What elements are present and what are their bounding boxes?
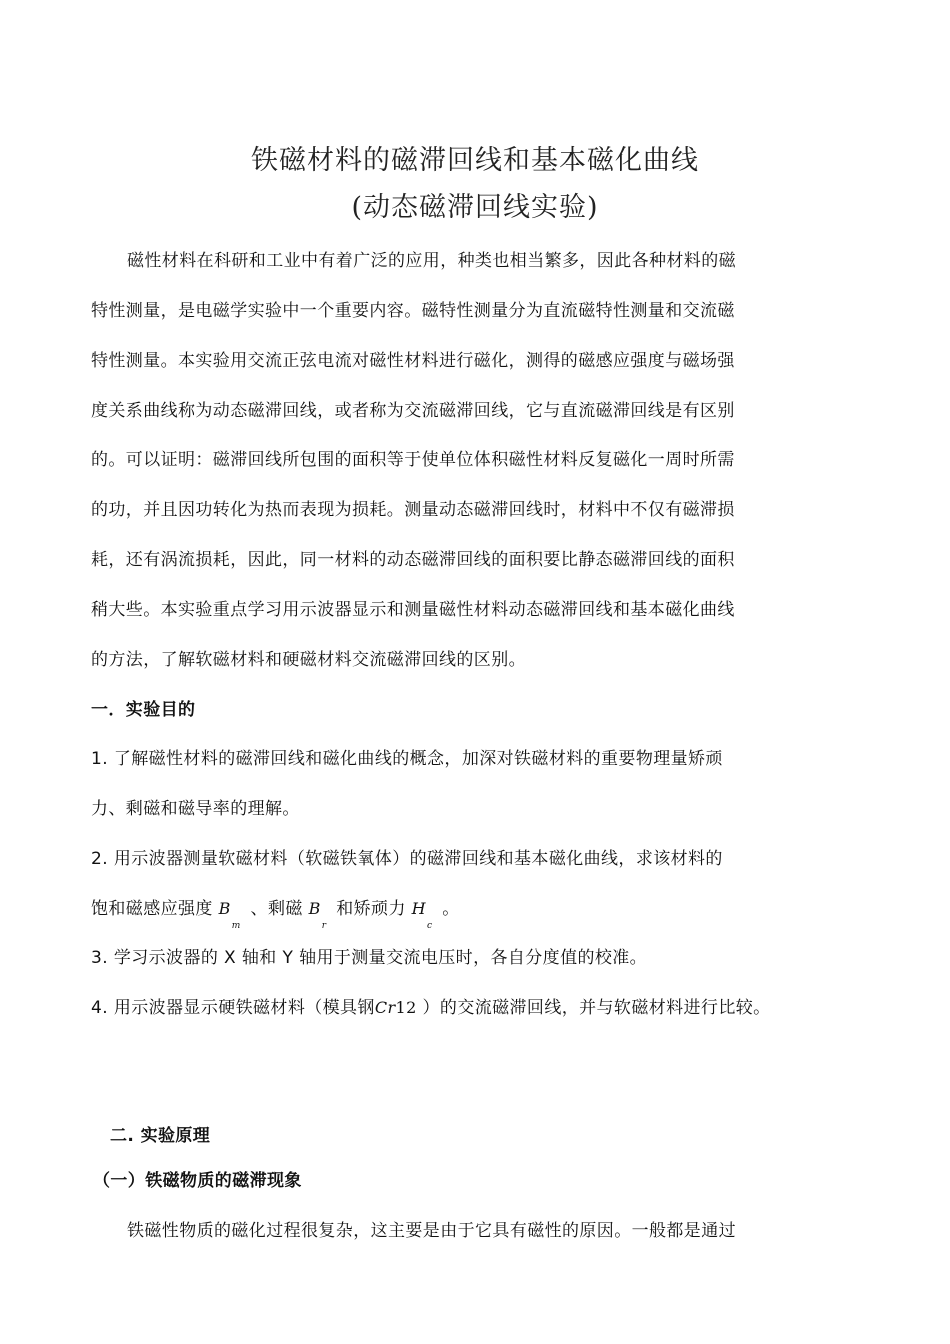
document-subtitle: (动态磁滞回线实验) <box>351 192 599 223</box>
symbol-B: B <box>218 899 231 918</box>
objective-item-2-text-d: 。 <box>442 899 460 919</box>
intro-line: 度关系曲线称为动态磁滞回线，或者称为交流磁滞回线，它与直流磁滞回线是有区别 <box>91 401 735 421</box>
subscript-r: r <box>321 921 327 931</box>
intro-line: 特性测量，是电磁学实验中一个重要内容。磁特性测量分为直流磁特性测量和交流磁 <box>91 301 735 321</box>
intro-line: 磁性材料在科研和工业中有着广泛的应用，种类也相当繁多，因此各种材料的磁 <box>127 251 736 271</box>
symbol-B: B <box>308 899 321 918</box>
symbol-H: H <box>411 899 427 918</box>
intro-line: 稍大些。本实验重点学习用示波器显示和测量磁性材料动态磁滞回线和基本磁化曲线 <box>91 600 735 620</box>
objective-item-2-text-b: 、剩磁 <box>250 899 303 919</box>
subscript-m: m <box>231 921 241 931</box>
principle-text-line: 铁磁性物质的磁化过程很复杂，这主要是由于它具有磁性的原因。一般都是通过 <box>127 1221 736 1241</box>
subscript-c: c <box>427 921 433 931</box>
objective-item-2-text-a: 饱和磁感应强度 <box>91 899 213 919</box>
intro-line: 特性测量。本实验用交流正弦电流对磁性材料进行磁化，测得的磁感应强度与磁场强 <box>91 351 735 371</box>
section-heading-principles: 二. 实验原理 <box>110 1126 211 1146</box>
number-12: 12 <box>395 998 417 1017</box>
objective-item-4-text-b: ）的交流磁滞回线，并与软磁材料进行比较。 <box>422 998 771 1018</box>
intro-line: 的方法，了解软磁材料和硬磁材料交流磁滞回线的区别。 <box>91 650 526 670</box>
objective-item-1-cont: 力、剩磁和磁导率的理解。 <box>91 799 300 819</box>
intro-line: 的功，并且因功转化为热而表现为损耗。测量动态磁滞回线时，材料中不仅有磁滞损 <box>91 500 735 520</box>
objective-item-2-text-c: 和矫顽力 <box>336 899 406 919</box>
objective-item-1: 1. 了解磁性材料的磁滞回线和磁化曲线的概念，加深对铁磁材料的重要物理量矫顽 <box>91 749 723 769</box>
intro-line: 的。可以证明：磁滞回线所包围的面积等于使单位体积磁性材料反复磁化一周时所需 <box>91 450 735 470</box>
objective-item-4 <box>91 996 771 1020</box>
objective-item-4-text-a: 4. 用示波器显示硬铁磁材料（模具钢 <box>91 998 375 1018</box>
intro-line: 耗，还有涡流损耗，因此，同一材料的动态磁滞回线的面积要比静态磁滞回线的面积 <box>91 550 735 570</box>
objective-item-2-cont <box>91 897 460 931</box>
section-heading-objectives: 一．实验目的 <box>91 700 196 720</box>
symbol-Cr: Cr <box>374 998 396 1017</box>
document-title: 铁磁材料的磁滞回线和基本磁化曲线 <box>251 145 699 176</box>
objective-item-2: 2. 用示波器测量软磁材料（软磁铁氧体）的磁滞回线和基本磁化曲线，求该材料的 <box>91 849 723 869</box>
subsection-heading-hysteresis: （一）铁磁物质的磁滞现象 <box>93 1171 302 1191</box>
objective-item-3: 3. 学习示波器的 X 轴和 Y 轴用于测量交流电压时，各自分度值的校准。 <box>91 948 648 968</box>
